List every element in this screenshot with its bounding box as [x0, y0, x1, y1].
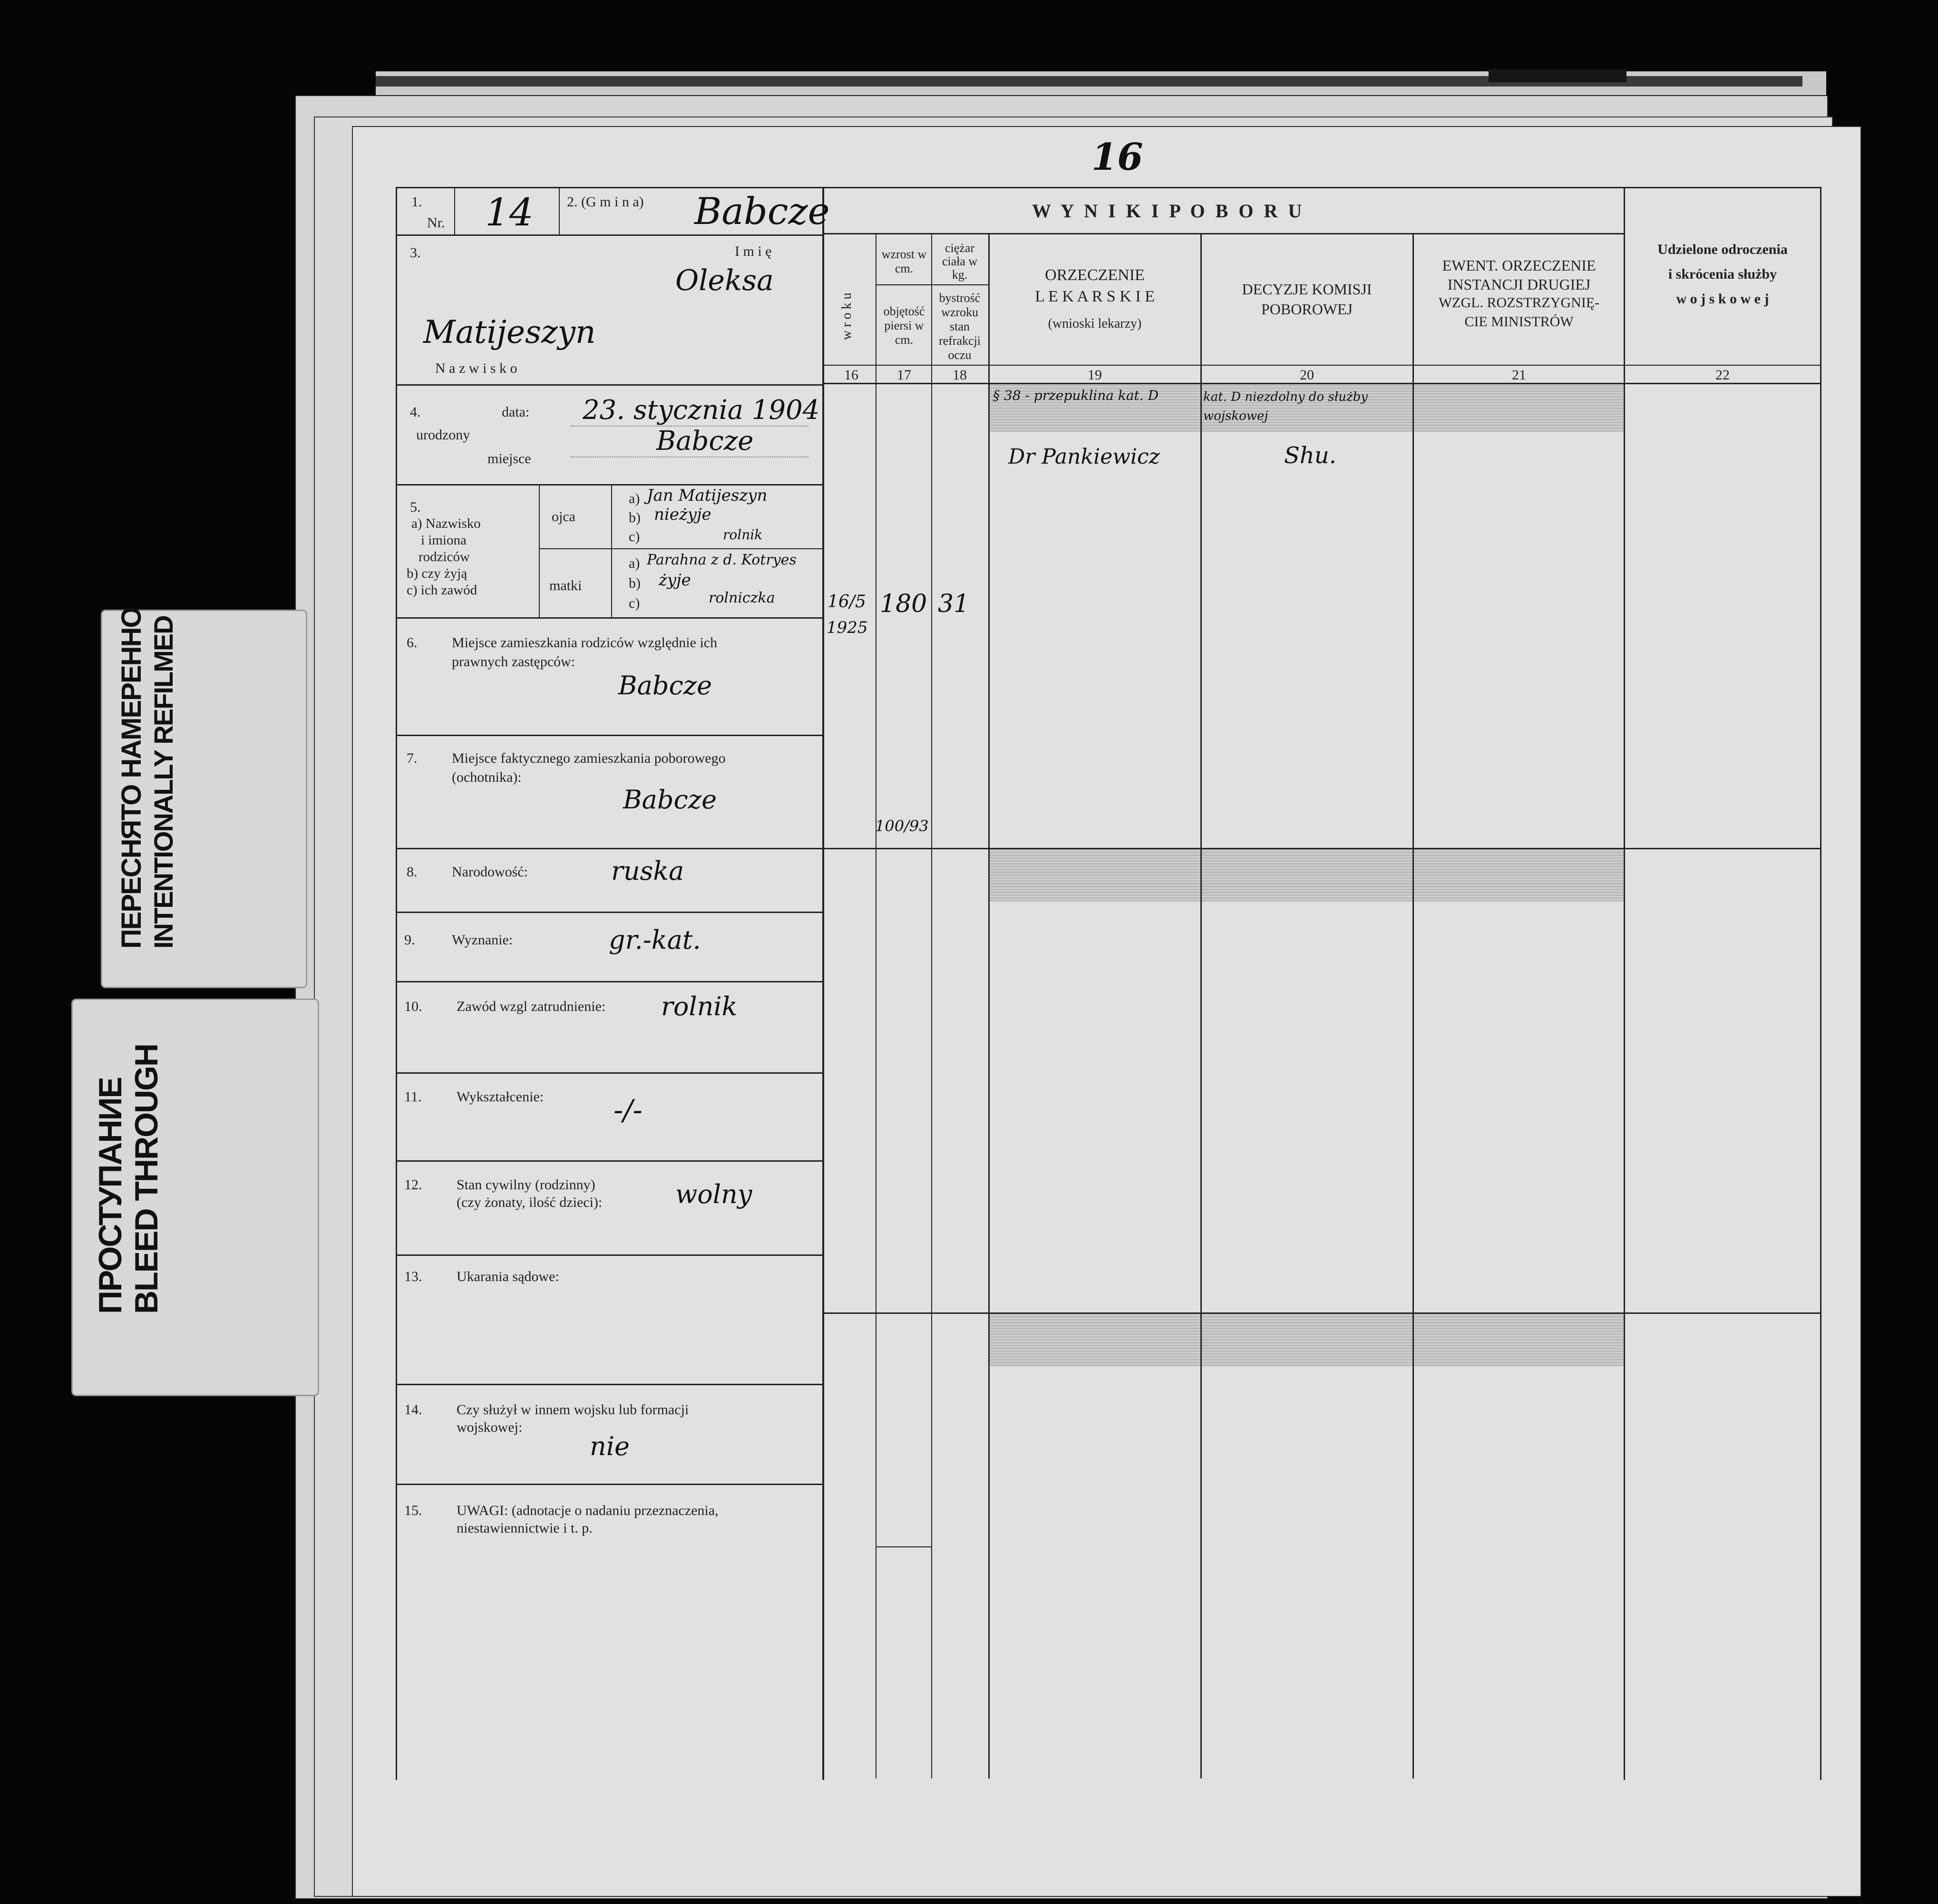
form-right-border	[1820, 187, 1821, 1780]
field11-value: -/-	[614, 1094, 643, 1127]
nazwisko-value: Matijeszyn	[423, 314, 596, 350]
bleed-label-english: BLEED THROUGH	[128, 1044, 165, 1314]
refilmed-label-russian: ПЕРЕСНЯТО НАМЕРЕННО	[116, 607, 147, 949]
row-divider	[396, 735, 824, 736]
field9-number: 9.	[404, 932, 415, 948]
col17-number: 17	[897, 367, 911, 383]
row-divider	[396, 1160, 824, 1162]
ojca-c-prefix: c)	[629, 529, 640, 544]
header-num-divider	[822, 365, 1821, 366]
bleed-through-label	[71, 999, 319, 1396]
nr-label: Nr.	[427, 215, 445, 231]
field13-label: Ukarania sądowe:	[457, 1269, 559, 1284]
row-divider	[396, 1254, 824, 1256]
field14-label: wojskowej:	[457, 1419, 523, 1435]
miejsce-label: miejsce	[487, 451, 531, 466]
birth-date-value: 23. stycznia 1904	[583, 395, 820, 426]
refilmed-label-english: INTENTIONALLY REFILMED	[148, 616, 178, 949]
field13-number: 13.	[404, 1269, 422, 1284]
field14-label: Czy służył w innem wojsku lub formacji	[457, 1402, 689, 1418]
col21-number: 21	[1512, 367, 1526, 383]
ojca-a-prefix: a)	[629, 491, 640, 506]
f5-line: i imiona	[421, 533, 467, 548]
field15-label: niestawiennictwie i t. p.	[457, 1520, 593, 1536]
field7-label: (ochotnika):	[452, 769, 522, 785]
col21-line4: CIE MINISTRÓW	[1464, 314, 1574, 330]
field3-number: 3.	[410, 245, 421, 261]
cell-divider	[611, 484, 612, 617]
cell-divider	[539, 548, 823, 549]
weight-value: 31	[938, 590, 970, 618]
col20-line1: DECYZJE KOMISJI	[1242, 281, 1372, 298]
results-title: W Y N I K I P O B O R U	[1032, 200, 1305, 222]
col20-number: 20	[1300, 367, 1314, 383]
field12-value: wolny	[675, 1179, 752, 1209]
col22-line1: Udzielone odroczenia	[1657, 242, 1788, 257]
matki-occupation: rolniczka	[709, 590, 775, 606]
f5-line: c) ich zawód	[407, 583, 477, 598]
urodzony-label: urodzony	[416, 427, 470, 443]
matki-b-prefix: b)	[629, 575, 641, 591]
field6-number: 6.	[407, 635, 418, 651]
nazwisko-label: N a z w i s k o	[435, 360, 517, 376]
ojca-alive: nieżyje	[654, 505, 711, 524]
row-divider	[396, 234, 824, 236]
shaded-cell	[1202, 849, 1412, 902]
shaded-cell	[1414, 384, 1624, 432]
sub-divider	[932, 284, 988, 285]
commission-decision-value: kat. D niezdolny do służby wojskowej	[1203, 390, 1368, 423]
form-left-border	[396, 187, 397, 1780]
year-value-year: 1925	[827, 618, 868, 637]
field10-number: 10.	[404, 999, 422, 1014]
field10-label: Zawód wzgl zatrudnienie:	[457, 999, 606, 1014]
col21-line2: INSTANCJI DRUGIEJ	[1447, 276, 1591, 293]
field7-number: 7.	[407, 750, 418, 766]
col16-label: w r o k u	[839, 292, 854, 340]
imie-label: I m i ę	[735, 243, 772, 259]
gmina-value: Babcze	[694, 190, 830, 233]
col-divider	[1412, 233, 1414, 1778]
row-divider	[396, 848, 824, 849]
row-divider	[396, 981, 824, 982]
row-divider	[396, 484, 824, 486]
matki-alive: żyje	[659, 571, 691, 590]
field15-label: UWAGI: (adnotacje o nadaniu przeznaczenia,	[457, 1503, 719, 1518]
field6-label: prawnych zastępców:	[452, 654, 575, 670]
shaded-cell	[1414, 1314, 1624, 1366]
imie-value: Oleksa	[675, 264, 774, 297]
chest-value: 100/93	[875, 817, 929, 835]
row-divider	[396, 1484, 824, 1485]
field1-number: 1.	[411, 194, 422, 210]
shaded-cell	[1414, 849, 1624, 902]
col19-line2: L E K A R S K I E	[1035, 288, 1155, 305]
col17-header-top: wzrost w cm.	[881, 247, 927, 275]
field8-value: ruska	[611, 856, 684, 886]
shaded-cell	[990, 849, 1200, 902]
col22-number: 22	[1715, 367, 1730, 383]
sub-divider	[876, 284, 931, 285]
col16-number: 16	[844, 367, 858, 383]
back-sheet-edge	[1489, 69, 1626, 82]
field9-value: gr.-kat.	[609, 925, 701, 955]
gmina-label: 2. (G m i n a)	[567, 194, 644, 210]
field7-value: Babcze	[623, 785, 717, 815]
nr-value: 14	[485, 190, 534, 234]
field9-label: Wyznanie:	[452, 932, 513, 948]
col22-line3: w o j s k o w e j	[1676, 291, 1769, 307]
cell-divider	[454, 187, 455, 234]
birth-place-value: Babcze	[656, 426, 754, 457]
matki-label: matki	[549, 578, 582, 593]
col19-line3: (wnioski lekarzy)	[1048, 316, 1142, 331]
f5-line: a) Nazwisko	[411, 516, 481, 531]
field14-number: 14.	[404, 1402, 422, 1418]
col22-line2: i skrócenia służby	[1668, 266, 1777, 282]
height-value: 180	[880, 590, 927, 618]
field12-label: Stan cywilny (rodzinny)	[457, 1177, 595, 1193]
field8-number: 8.	[407, 864, 418, 880]
bleed-label-russian: ПРОСТУПАНИЕ	[92, 1078, 128, 1314]
data-label: data:	[502, 404, 530, 420]
body-divider	[876, 1546, 931, 1547]
field5-number: 5.	[410, 499, 421, 515]
row-divider	[396, 1384, 824, 1385]
field6-value: Babcze	[618, 670, 712, 700]
row-divider	[396, 912, 824, 913]
f5-line: rodziców	[419, 549, 470, 564]
col17-header-bottom: objętość piersi w cm.	[883, 304, 925, 347]
cell-divider	[539, 484, 540, 617]
page-number: 16	[1091, 136, 1143, 179]
year-value-day: 16/5	[828, 592, 866, 612]
ojca-name: Jan Matijeszyn	[647, 486, 768, 505]
ojca-occupation: rolnik	[723, 527, 763, 543]
col-divider	[931, 233, 932, 1778]
ojca-label: ojca	[552, 509, 575, 525]
shaded-cell	[990, 1314, 1200, 1366]
col-divider	[1624, 187, 1625, 1780]
matki-c-prefix: c)	[629, 595, 640, 611]
row-divider	[396, 384, 824, 386]
field11-label: Wykształcenie:	[457, 1089, 544, 1105]
row-divider	[396, 1072, 824, 1074]
field14-value: nie	[590, 1431, 630, 1461]
col19-number: 19	[1088, 367, 1102, 383]
col21-line1: EWENT. ORZECZENIE	[1442, 257, 1596, 274]
form-top-border	[396, 187, 1821, 188]
col21-line3: WZGL. ROZSTRZYGNIĘ-	[1438, 295, 1600, 311]
left-right-divider	[822, 187, 824, 1780]
commission-signature: Shu.	[1284, 442, 1336, 469]
field4-number: 4.	[410, 404, 421, 420]
col18-header-top: ciężar ciała w kg.	[942, 241, 978, 282]
field12-number: 12.	[404, 1177, 422, 1193]
medical-signature: Dr Pankiewicz	[1008, 445, 1160, 469]
col18-header-bottom: bystrość wzroku stan refrakcji oczu	[938, 291, 981, 362]
refilmed-label	[101, 607, 307, 988]
ojca-b-prefix: b)	[629, 510, 641, 525]
f5-line: b) czy żyją	[407, 566, 467, 581]
matki-name: Parahna z d. Kotryes	[647, 552, 797, 568]
field7-label: Miejsce faktycznego zamieszkania poborowego	[452, 750, 726, 766]
col-divider	[1200, 233, 1202, 1778]
row-divider	[396, 617, 824, 619]
field6-label: Miejsce zamieszkania rodziców względnie ich	[452, 635, 718, 651]
shaded-cell	[1202, 1314, 1412, 1366]
field8-label: Narodowość:	[452, 864, 528, 880]
col18-number: 18	[953, 367, 967, 383]
field11-number: 11.	[404, 1089, 422, 1105]
col-divider	[988, 233, 990, 1778]
field12-label: (czy żonaty, ilość dzieci):	[457, 1195, 603, 1210]
col20-line2: POBOROWEJ	[1261, 301, 1353, 318]
cell-divider	[559, 187, 560, 234]
matki-a-prefix: a)	[629, 555, 640, 571]
header-divider	[822, 233, 1625, 234]
field10-value: rolnik	[661, 991, 738, 1021]
field15-number: 15.	[404, 1503, 422, 1518]
col19-line1: ORZECZENIE	[1045, 266, 1145, 284]
medical-opinion-value: § 38 - przepuklina kat. D	[993, 388, 1159, 403]
